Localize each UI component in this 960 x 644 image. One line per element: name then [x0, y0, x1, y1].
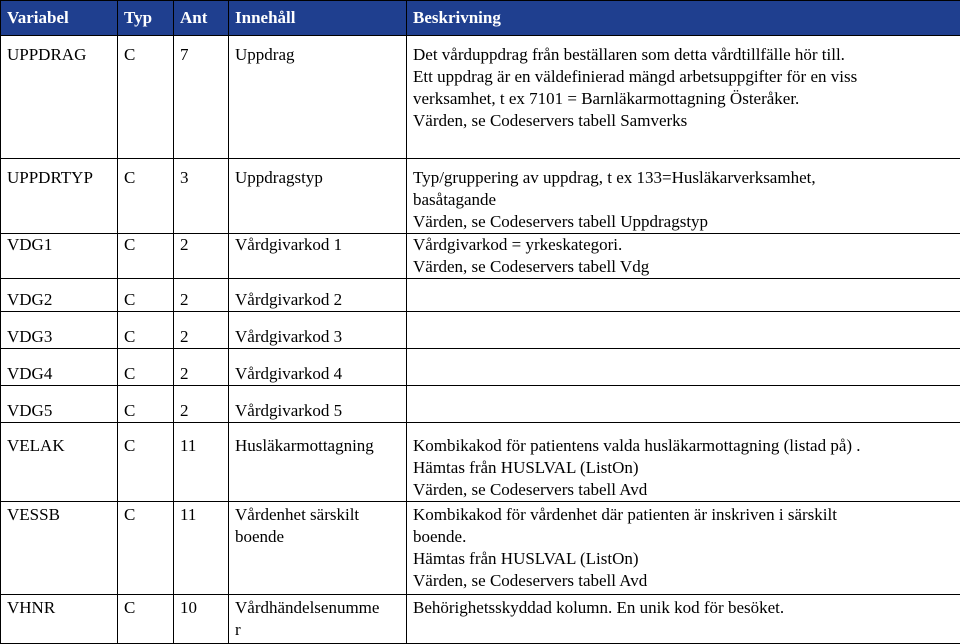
cell-beskrivning: [407, 312, 960, 349]
cell-variabel: VHNR: [1, 595, 118, 644]
cell-typ: C: [118, 502, 174, 595]
table-row: [1, 502, 960, 595]
cell-beskrivning-line: Värden, se Codeservers tabell Avd: [413, 570, 954, 592]
cell-beskrivning: [407, 386, 960, 423]
cell-beskrivning-line: Behörighetsskyddad kolumn. En unik kod för besöket.: [413, 597, 954, 619]
cell-variabel: VESSB: [1, 502, 118, 595]
table-row: [1, 36, 960, 159]
cell-ant: 2: [174, 349, 229, 386]
cell-beskrivning: [407, 595, 960, 644]
cell-innehall-line: Vårdgivarkod 5: [235, 400, 400, 422]
cell-beskrivning-line: Typ/gruppering av uppdrag, t ex 133=Husläkarverksamhet,: [413, 167, 954, 189]
cell-innehall: [229, 595, 407, 644]
cell-beskrivning-line: Värden, se Codeservers tabell Samverks: [413, 110, 954, 132]
cell-innehall: [229, 502, 407, 595]
table-row: [1, 386, 960, 423]
cell-ant: 2: [174, 312, 229, 349]
cell-typ: C: [118, 349, 174, 386]
header-ant: Ant: [174, 1, 229, 36]
table-row: [1, 279, 960, 312]
table-header: [1, 1, 960, 36]
cell-beskrivning-line: Kombikakod för vårdenhet där patienten är inskriven i särskilt: [413, 504, 954, 526]
cell-variabel: VDG5: [1, 386, 118, 423]
cell-innehall: [229, 159, 407, 234]
header-variabel: Variabel: [1, 1, 118, 36]
cell-variabel: VDG3: [1, 312, 118, 349]
cell-innehall: [229, 423, 407, 502]
cell-innehall-line: Vårdgivarkod 1: [235, 234, 400, 256]
cell-innehall-line: Uppdragstyp: [235, 167, 400, 189]
cell-innehall: [229, 349, 407, 386]
cell-typ: C: [118, 386, 174, 423]
cell-beskrivning: [407, 502, 960, 595]
cell-beskrivning-line: Hämtas från HUSLVAL (ListOn): [413, 548, 954, 570]
cell-beskrivning: [407, 349, 960, 386]
cell-innehall-line: Husläkarmottagning: [235, 435, 400, 457]
header-beskrivning: Beskrivning: [407, 1, 960, 36]
cell-variabel: VELAK: [1, 423, 118, 502]
cell-ant: 2: [174, 279, 229, 312]
table-row: [1, 349, 960, 386]
cell-beskrivning-line: Det vårduppdrag från beställaren som detta vårdtillfälle hör till.: [413, 44, 954, 66]
cell-innehall: [229, 386, 407, 423]
cell-typ: C: [118, 36, 174, 159]
cell-beskrivning-line: Värden, se Codeservers tabell Avd: [413, 479, 954, 501]
table-row: [1, 423, 960, 502]
cell-beskrivning-line: Vårdgivarkod = yrkeskategori.: [413, 234, 954, 256]
cell-variabel: VDG4: [1, 349, 118, 386]
cell-innehall-line: Vårdgivarkod 4: [235, 363, 400, 385]
table-row: [1, 595, 960, 644]
cell-ant: 7: [174, 36, 229, 159]
cell-beskrivning-line: Värden, se Codeservers tabell Uppdragstyp: [413, 211, 954, 233]
cell-variabel: VDG1: [1, 234, 118, 279]
table-row: [1, 159, 960, 234]
cell-typ: C: [118, 279, 174, 312]
cell-innehall-line: Vårdhändelsenumme: [235, 597, 400, 619]
header-row: [1, 1, 960, 36]
cell-variabel: UPPDRTYP: [1, 159, 118, 234]
cell-beskrivning-line: Värden, se Codeservers tabell Vdg: [413, 256, 954, 278]
cell-innehall: [229, 234, 407, 279]
table-row: [1, 234, 960, 279]
cell-beskrivning-line: Ett uppdrag är en väldefinierad mängd arbetsuppgifter för en viss: [413, 66, 954, 88]
cell-ant: 11: [174, 502, 229, 595]
cell-innehall-line: Vårdenhet särskilt: [235, 504, 400, 526]
cell-typ: C: [118, 423, 174, 502]
cell-innehall-line: Uppdrag: [235, 44, 400, 66]
cell-ant: 3: [174, 159, 229, 234]
cell-beskrivning-line: basåtagande: [413, 189, 954, 211]
cell-beskrivning-line: Hämtas från HUSLVAL (ListOn): [413, 457, 954, 479]
table-row: [1, 312, 960, 349]
cell-variabel: UPPDRAG: [1, 36, 118, 159]
cell-beskrivning-line: Kombikakod för patientens valda husläkarmottagning (listad på) .: [413, 435, 954, 457]
cell-beskrivning-line: verksamhet, t ex 7101 = Barnläkarmottagning Österåker.: [413, 88, 954, 110]
cell-ant: 11: [174, 423, 229, 502]
cell-typ: C: [118, 312, 174, 349]
cell-beskrivning: [407, 279, 960, 312]
cell-innehall-line: boende: [235, 526, 400, 548]
cell-beskrivning: [407, 423, 960, 502]
cell-variabel: VDG2: [1, 279, 118, 312]
cell-innehall: [229, 279, 407, 312]
cell-beskrivning: [407, 159, 960, 234]
cell-typ: C: [118, 234, 174, 279]
cell-ant: 2: [174, 234, 229, 279]
cell-innehall: [229, 36, 407, 159]
cell-beskrivning: [407, 36, 960, 159]
cell-beskrivning: [407, 234, 960, 279]
cell-typ: C: [118, 595, 174, 644]
table-body: [1, 36, 960, 644]
cell-typ: C: [118, 159, 174, 234]
cell-ant: 10: [174, 595, 229, 644]
header-innehall: Innehåll: [229, 1, 407, 36]
cell-innehall-line: Vårdgivarkod 3: [235, 326, 400, 348]
header-typ: Typ: [118, 1, 174, 36]
cell-ant: 2: [174, 386, 229, 423]
cell-beskrivning-line: boende.: [413, 526, 954, 548]
cell-innehall: [229, 312, 407, 349]
cell-innehall-line: Vårdgivarkod 2: [235, 289, 400, 311]
cell-innehall-line: r: [235, 619, 400, 641]
